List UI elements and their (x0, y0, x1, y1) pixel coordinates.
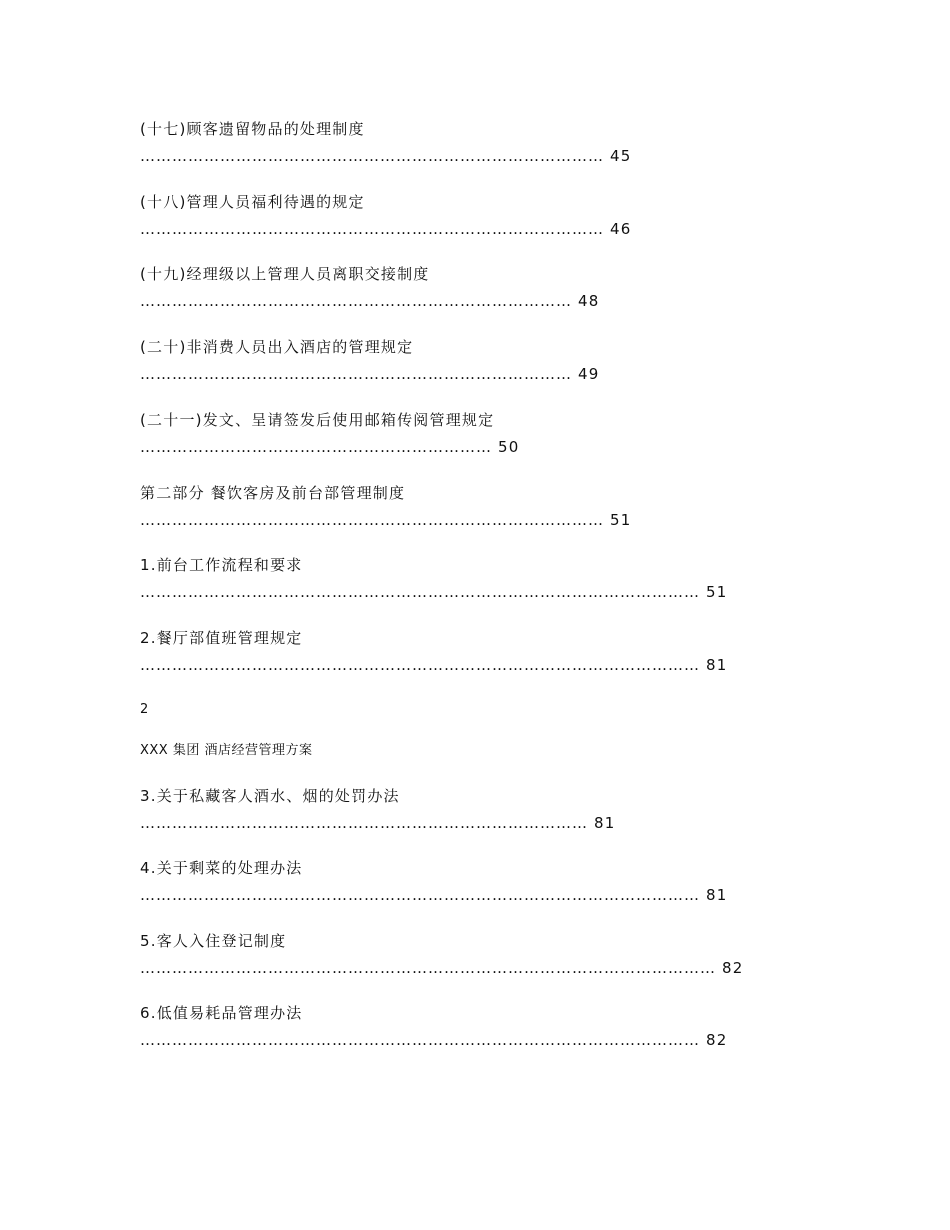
toc-entry-title: 5.客人入住登记制度 (140, 932, 287, 950)
toc-entry-title: (十九)经理级以上管理人员离职交接制度 (140, 265, 430, 283)
dot-leader: …………………………………………………………………………… (140, 147, 604, 165)
toc-page-number: 51 (705, 583, 728, 601)
dot-leader: ………………………………………………………………………… (140, 814, 588, 832)
toc-entry-title: 4.关于剩菜的处理办法 (140, 859, 303, 877)
toc-page-number: 81 (593, 814, 616, 832)
toc-page-number: 45 (609, 147, 632, 165)
toc-entry-leader-row (140, 655, 727, 675)
dot-leader: ……………………………………………………………………… (140, 292, 572, 310)
dot-leader: ………………………………………………………… (140, 438, 492, 456)
dot-leader: …………………………………………………………………………………………… (140, 656, 700, 674)
toc-entry-leader-row (140, 291, 599, 311)
toc-entry-title: 1.前台工作流程和要求 (140, 556, 303, 574)
toc-entry-leader-row (140, 885, 727, 905)
toc-page-number: 81 (705, 656, 728, 674)
toc-page-number: 81 (705, 886, 728, 904)
toc-entry-leader-row (140, 364, 599, 384)
toc-page-number: 51 (609, 511, 632, 529)
running-header: XXX 集团 酒店经营管理方案 (140, 743, 313, 758)
toc-entry-leader-row (140, 219, 631, 239)
toc-entry-title: 6.低值易耗品管理办法 (140, 1004, 303, 1022)
dot-leader: …………………………………………………………………………………………… (140, 583, 700, 601)
toc-entry-title: 3.关于私藏客人酒水、烟的处罚办法 (140, 787, 400, 805)
dot-leader: ……………………………………………………………………………………………… (140, 959, 716, 977)
toc-page-number: 49 (577, 365, 600, 383)
toc-entry-leader-row (140, 813, 615, 833)
toc-section-title: 第二部分 餐饮客房及前台部管理制度 (140, 484, 406, 502)
toc-entry-leader-row (140, 582, 727, 602)
page-number: 2 (140, 702, 149, 717)
toc-page-number: 50 (497, 438, 520, 456)
toc-entry-title: (十八)管理人员福利待遇的规定 (140, 193, 365, 211)
toc-entry-leader-row (140, 146, 631, 166)
toc-page-number: 46 (609, 220, 632, 238)
toc-entry-leader-row (140, 958, 743, 978)
toc-entry-title: 2.餐厅部值班管理规定 (140, 629, 303, 647)
toc-entry-title: (二十)非消费人员出入酒店的管理规定 (140, 338, 414, 356)
toc-entry-leader-row (140, 437, 519, 457)
dot-leader: …………………………………………………………………………………………… (140, 1031, 700, 1049)
dot-leader: …………………………………………………………………………… (140, 511, 604, 529)
toc-page-number: 48 (577, 292, 600, 310)
dot-leader: …………………………………………………………………………………………… (140, 886, 700, 904)
toc-entry-title: (十七)顾客遗留物品的处理制度 (140, 120, 365, 138)
toc-page-number: 82 (721, 959, 744, 977)
dot-leader: ……………………………………………………………………… (140, 365, 572, 383)
toc-page-number: 82 (705, 1031, 728, 1049)
dot-leader: …………………………………………………………………………… (140, 220, 604, 238)
toc-entry-leader-row (140, 1030, 727, 1050)
toc-entry-leader-row (140, 510, 631, 530)
toc-entry-title: (二十一)发文、呈请签发后使用邮箱传阅管理规定 (140, 411, 495, 429)
